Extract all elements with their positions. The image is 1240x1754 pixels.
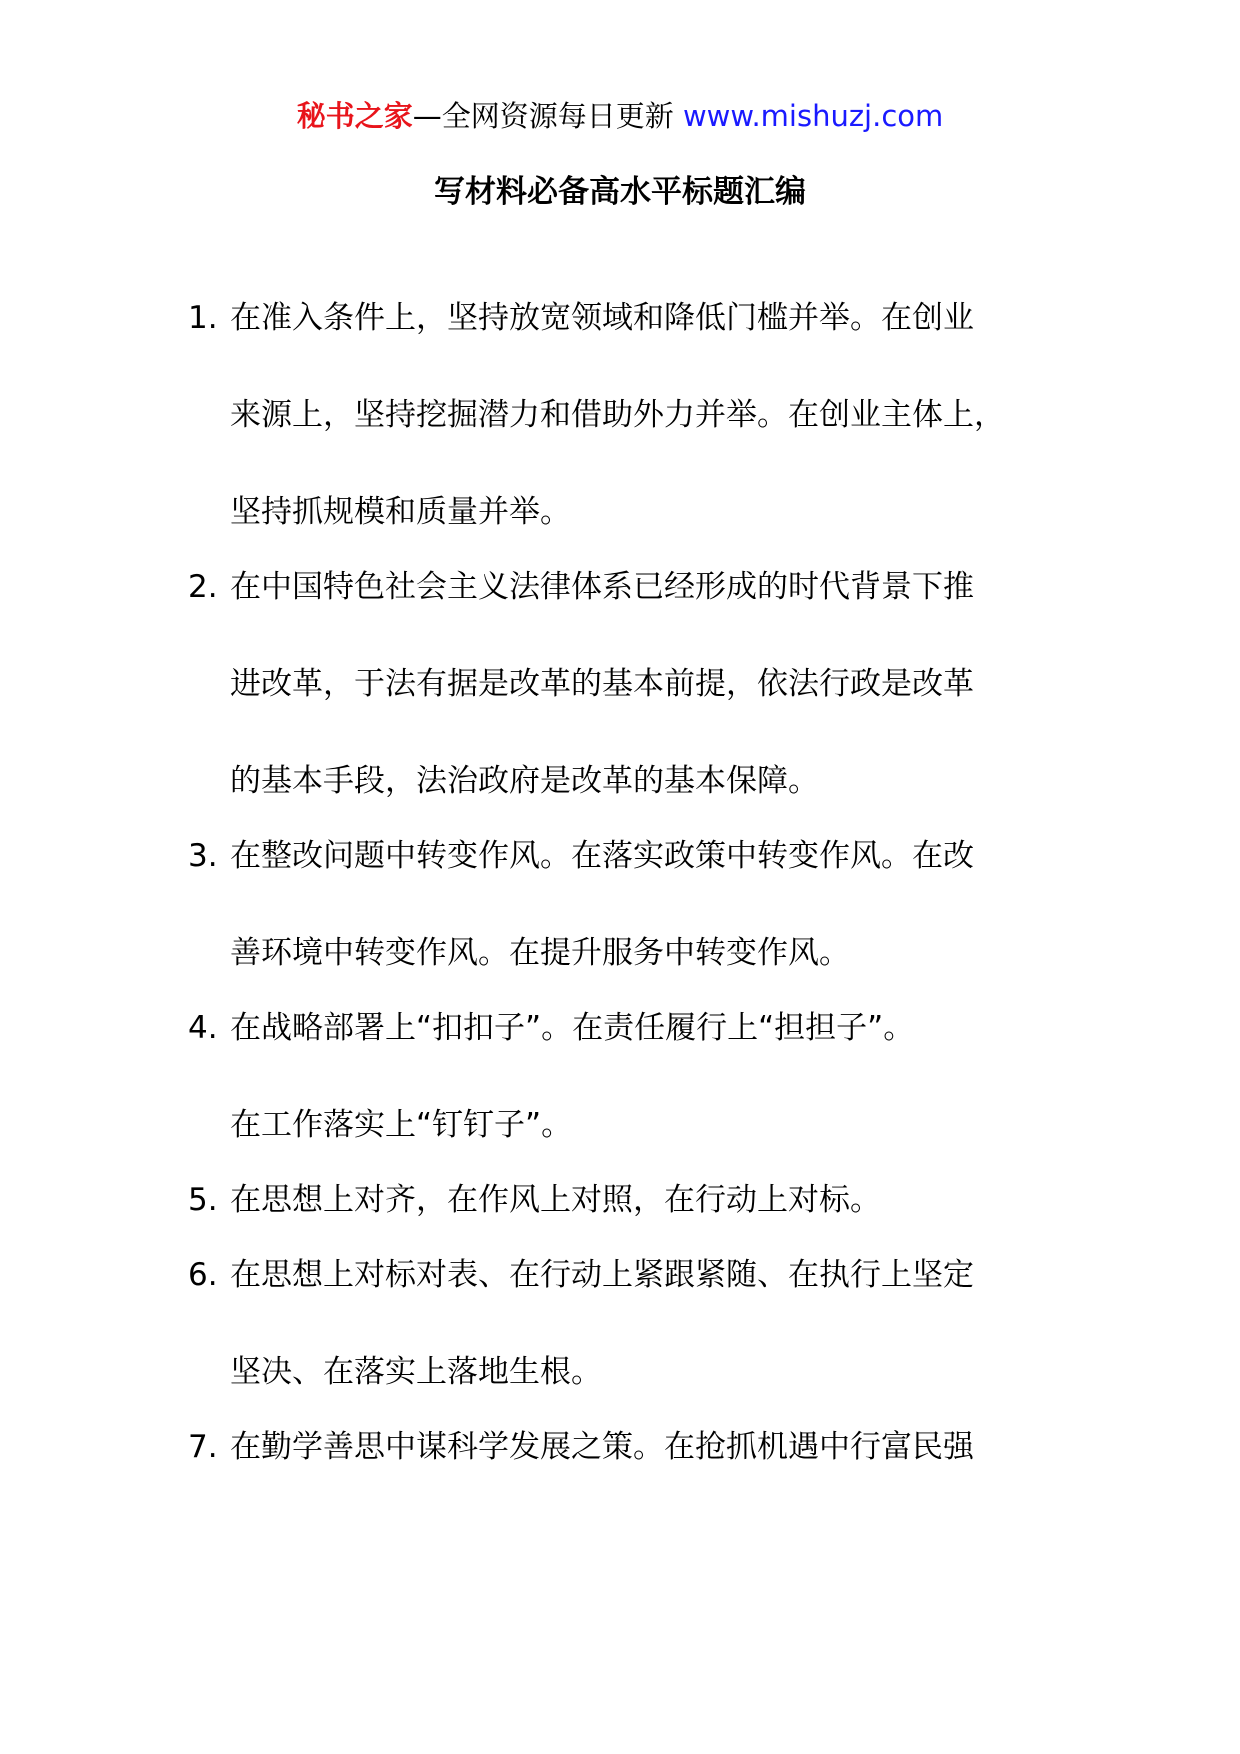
document-title: 写材料必备高水平标题汇编 <box>434 174 806 210</box>
item-line: 坚决、在落实上落地生根。 <box>230 1354 602 1390</box>
item-number: 3. <box>188 838 218 874</box>
item-number: 1. <box>188 300 218 336</box>
brand-name: 秘书之家 <box>296 99 413 133</box>
item-number: 6. <box>188 1257 218 1293</box>
item-line: 在思想上对标对表、在行动上紧跟紧随、在执行上坚定 <box>230 1257 974 1293</box>
item-line: 在整改问题中转变作风。在落实政策中转变作风。在改 <box>230 838 974 874</box>
website-link[interactable]: www.mishuzj.com <box>682 99 944 133</box>
item-number: 2. <box>188 569 218 605</box>
list-item-2 <box>0 567 1240 836</box>
list-item-6 <box>0 1255 1240 1427</box>
item-number: 7. <box>188 1429 218 1465</box>
list-item-1 <box>0 298 1240 567</box>
title-list <box>0 298 1240 1524</box>
list-item-5 <box>0 1180 1240 1255</box>
list-item-3 <box>0 836 1240 1008</box>
item-line: 进改革，于法有据是改革的基本前提，依法行政是改革 <box>230 666 974 702</box>
item-line: 在思想上对齐，在作风上对照，在行动上对标。 <box>230 1182 881 1218</box>
item-line: 善环境中转变作风。在提升服务中转变作风。 <box>230 935 850 971</box>
item-line: 在勤学善思中谋科学发展之策。在抢抓机遇中行富民强 <box>230 1429 974 1465</box>
banner-tagline: —全网资源每日更新 <box>412 99 683 133</box>
item-line: 的基本手段，法治政府是改革的基本保障。 <box>230 763 819 799</box>
item-number: 4. <box>188 1010 218 1046</box>
item-line: 在战略部署上“扣扣子”。在责任履行上“担担子”。 <box>230 1010 915 1046</box>
list-item-7 <box>0 1427 1240 1524</box>
item-line: 在工作落实上“钉钉子”。 <box>230 1107 573 1143</box>
item-line: 在中国特色社会主义法律体系已经形成的时代背景下推 <box>230 569 974 605</box>
item-line: 坚持抓规模和质量并举。 <box>230 494 571 530</box>
item-line: 在准入条件上，坚持放宽领域和降低门槛并举。在创业 <box>230 300 974 336</box>
item-line: 来源上，坚持挖掘潜力和借助外力并举。在创业主体上， <box>230 397 1005 433</box>
list-item-4 <box>0 1008 1240 1180</box>
item-number: 5. <box>188 1182 218 1218</box>
site-banner <box>0 96 1240 136</box>
